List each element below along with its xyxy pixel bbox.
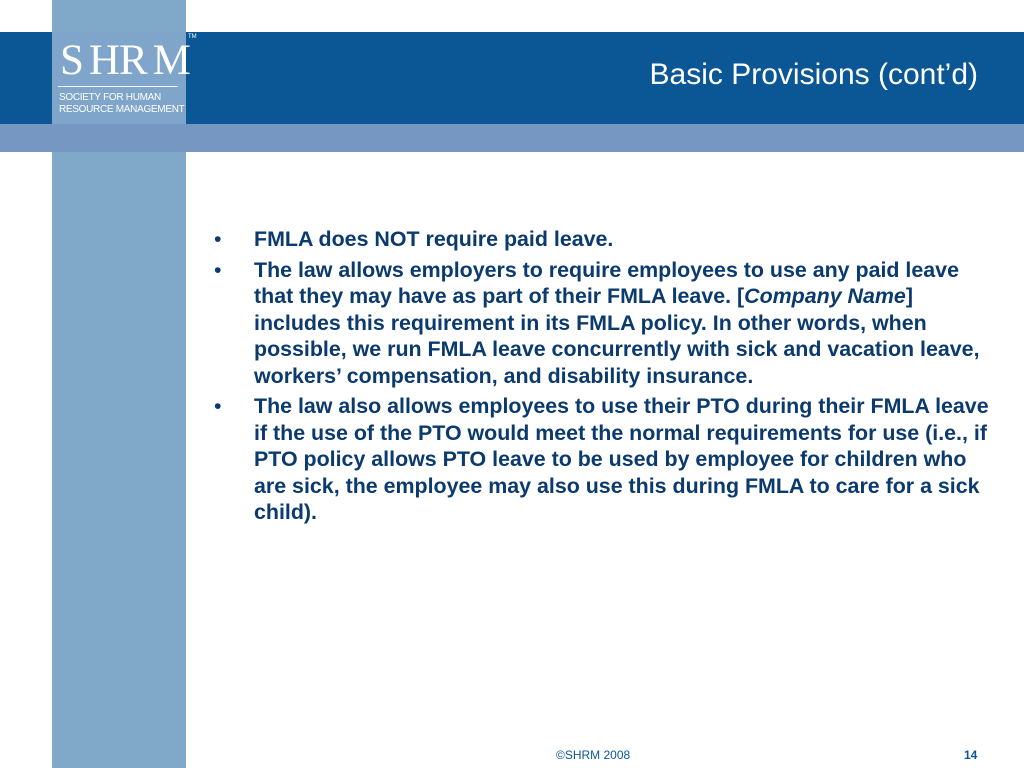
footer-copyright: ©SHRM 2008 bbox=[556, 748, 631, 762]
bullet-text: The law also allows employees to use their PTO during their FMLA leave if the use of the PTO would meet the normal requirements for use (i.e., if PTO policy allows PTO leave to be used by employee for children who are sick, the employee may also use this during FMLA to care for a sick child). bbox=[254, 394, 989, 524]
logo-tagline-line1: SOCIETY FOR HUMAN bbox=[59, 92, 161, 103]
page-number: 14 bbox=[964, 748, 978, 762]
logo-letters bbox=[60, 37, 190, 84]
logo-tagline-line2: RESOURCE MANAGEMENT bbox=[59, 104, 185, 115]
bullet-list bbox=[210, 226, 990, 526]
logo-letters-hr: HR bbox=[88, 37, 147, 84]
bullet-text-part: ] includes this requirement in its FMLA policy. In other words, when possible, we run FMLA leave concurrently with sick and vacation leave, workers’ compensation, and disability insurance. bbox=[254, 284, 980, 388]
company-name-placeholder: Company Name bbox=[744, 284, 906, 308]
bullet-marker: • bbox=[214, 257, 222, 282]
logo-letter-m: M bbox=[152, 37, 190, 84]
bullet-text: FMLA does NOT require paid leave. bbox=[254, 227, 614, 251]
shrm-logo bbox=[52, 32, 190, 124]
slide-body bbox=[210, 226, 990, 530]
bullet-item bbox=[210, 393, 990, 526]
bullet-marker: • bbox=[214, 394, 222, 418]
bullet-text-part: The law allows employers to require employees to use any paid leave that they may have as part of their FMLA leave. [ bbox=[254, 257, 959, 308]
slide-title: Basic Provisions (cont’d) bbox=[649, 58, 978, 91]
bullet-item bbox=[210, 257, 990, 390]
subheader-bar bbox=[0, 124, 1024, 152]
logo-letter-s: S bbox=[60, 37, 83, 84]
logo-rule bbox=[58, 86, 178, 87]
bullet-marker: • bbox=[214, 227, 222, 251]
trademark-mark: TM bbox=[188, 34, 197, 40]
bullet-item bbox=[210, 226, 990, 253]
logo-tagline bbox=[59, 92, 185, 116]
